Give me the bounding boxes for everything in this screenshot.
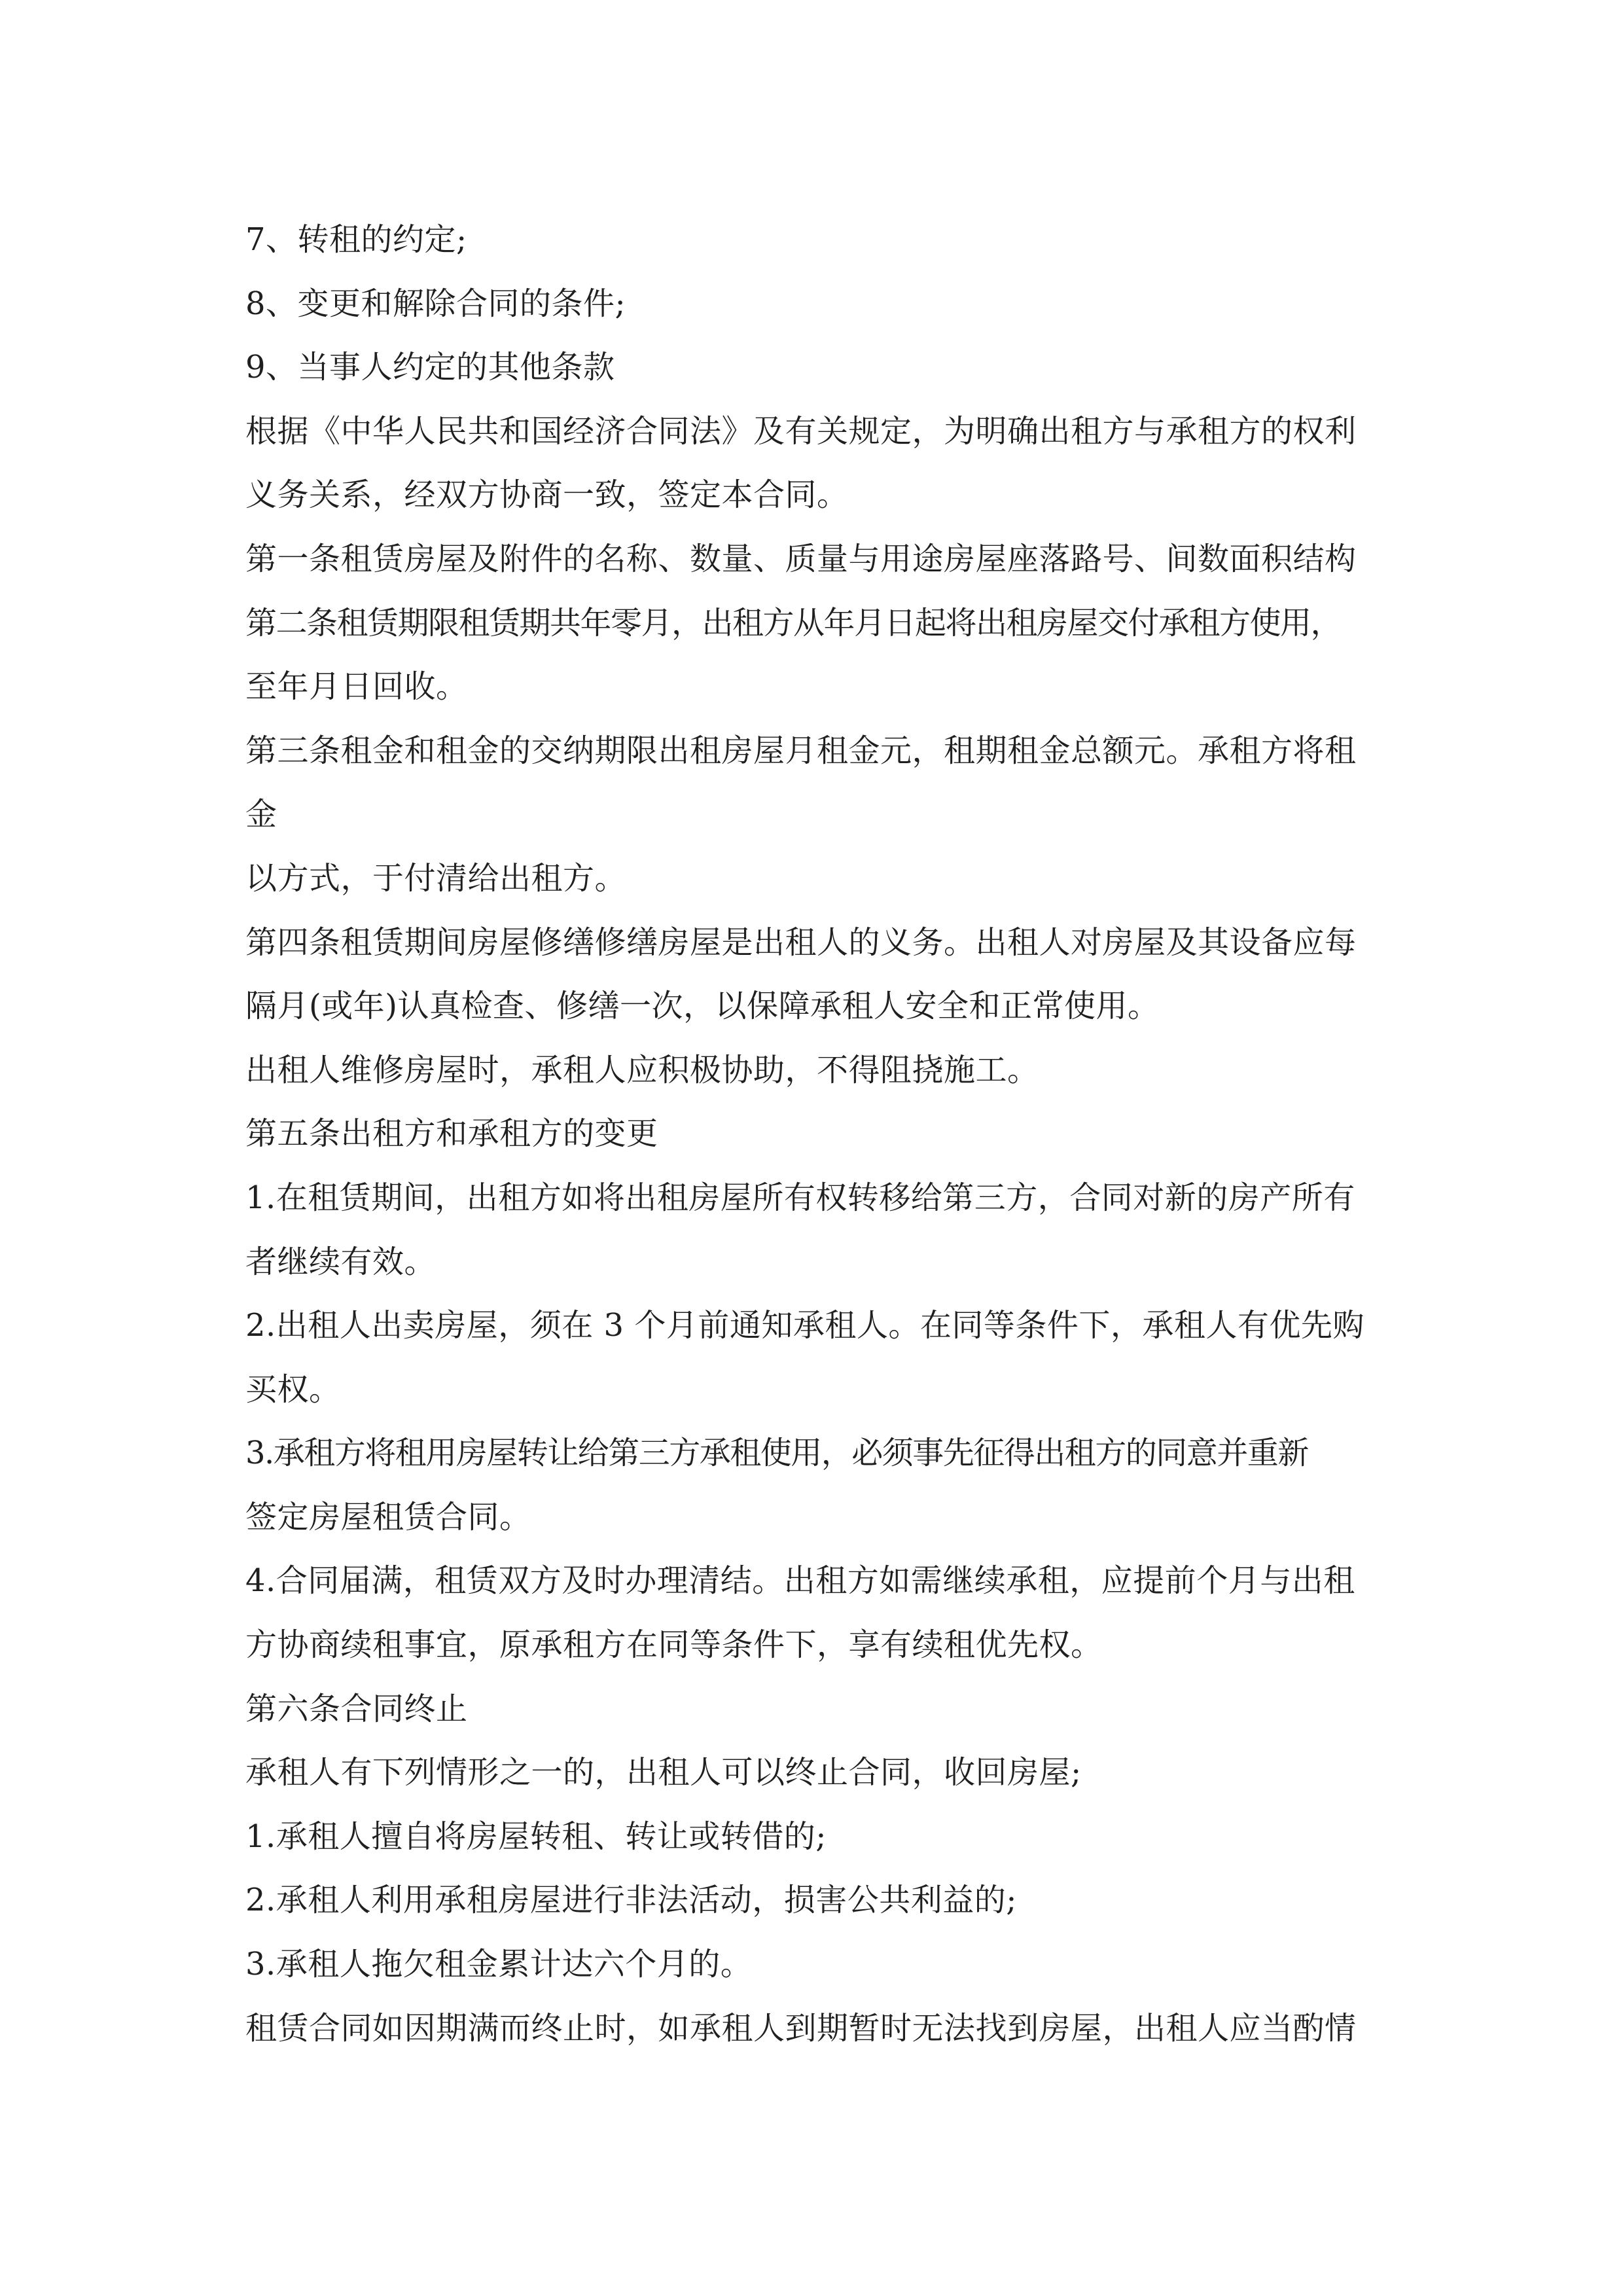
text-line: 1.承租人擅自将房屋转租、转让或转借的; <box>245 1818 827 1855</box>
text-line: 以方式，于付清给出租方。 <box>245 859 627 897</box>
text-line: 者继续有效。 <box>245 1243 437 1280</box>
text-line: 8、变更和解除合同的条件; <box>245 285 626 322</box>
text-line: 4.合同届满，租赁双方及时办理清结。出租方如需继续承租，应提前个月与出租 <box>245 1562 1355 1600</box>
text-line: 根据《中华人民共和国经济合同法》及有关规定，为明确出租方与承租方的权利 <box>245 412 1357 450</box>
text-line: 3.承租人拖欠租金累计达六个月的。 <box>245 1946 753 1983</box>
text-line: 买权。 <box>245 1371 341 1408</box>
text-line: 2.出租人出卖房屋，须在 3 个月前通知承租人。在同等条件下，承租人有优先购 <box>245 1307 1364 1344</box>
text-line: 9、当事人约定的其他条款 <box>245 349 615 386</box>
text-line: 签定房屋租赁合同。 <box>245 1498 531 1535</box>
text-line: 承租人有下列情形之一的，出租人可以终止合同，收回房屋; <box>245 1754 1082 1791</box>
text-line: 第四条租赁期间房屋修缮修缮房屋是出租人的义务。出租人对房屋及其设备应每 <box>245 924 1357 961</box>
text-line: 方协商续租事宜，原承租方在同等条件下，享有续租优先权。 <box>245 1626 1103 1664</box>
text-line: 3.承租方将租用房屋转让给第三方承租使用，必须事先征得出租方的同意并重新 <box>245 1435 1308 1472</box>
text-line: 金 <box>245 796 277 833</box>
text-line: 义务关系，经双方协商一致，签定本合同。 <box>245 476 849 514</box>
text-line: 租赁合同如因期满而终止时，如承租人到期暂时无法找到房屋，出租人应当酌情 <box>245 2009 1357 2047</box>
text-line: 至年月日回收。 <box>245 668 468 706</box>
text-line: 7、转租的约定; <box>245 221 467 258</box>
text-line: 隔月(或年)认真检查、修缮一次，以保障承租人安全和正常使用。 <box>245 988 1160 1025</box>
text-line: 1.在租赁期间，出租方如将出租房屋所有权转移给第三方，合同对新的房产所有 <box>245 1179 1355 1216</box>
text-line: 第五条出租方和承租方的变更 <box>245 1115 658 1153</box>
text-line: 出租人维修房屋时，承租人应积极协助，不得阻挠施工。 <box>245 1051 1039 1088</box>
text-line: 第二条租赁期限租赁期共年零月，出租方从年月日起将出租房屋交付承租方使用， <box>245 604 1342 641</box>
text-line: 第一条租赁房屋及附件的名称、数量、质量与用途房屋座落路号、间数面积结构 <box>245 540 1357 577</box>
text-line: 第三条租金和租金的交纳期限出租房屋月租金元，租期租金总额元。承租方将租 <box>245 732 1357 769</box>
text-line: 第六条合同终止 <box>245 1690 468 1727</box>
text-line: 2.承租人利用承租房屋进行非法活动，损害公共利益的; <box>245 1882 1017 1919</box>
document-body <box>245 208 1394 2060</box>
